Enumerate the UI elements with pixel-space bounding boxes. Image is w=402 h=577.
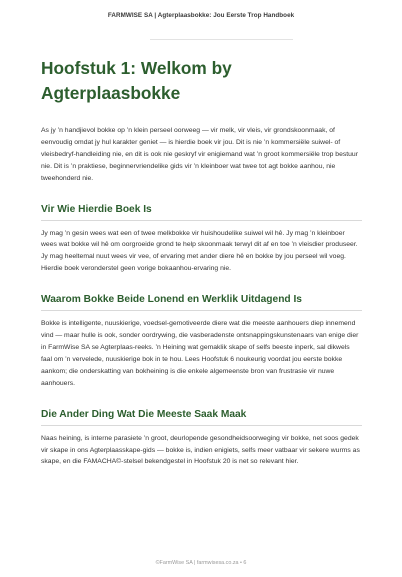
section-heading-other-matter: Die Ander Ding Wat Die Meeste Saak Maak (41, 408, 362, 426)
header-divider (150, 39, 293, 40)
chapter-title (41, 56, 362, 106)
chapter-content (41, 56, 362, 468)
section-paragraph-rewards-challenges: Bokke is intelligente, nuuskierige, voedsel-gemotiveerde diere wat die meeste aanhouers diep innemend vind — maar hulle is ook, sonder oordrywing, die vasberadenste ontsnappingskunstenaars van enige dier in FarmWise SA se Agterplaas-reeks. ’n Heining wat gemaklik skape of selfs beeste inperk, sal dikwels faal om ’n vervelede, nuuskierige bok in te hou. Lees Hoofstuk 6 noukeurig voordat jou eerste bokke aankom; die onderskatting van bokheining is die enkele algemeenste bron van frustrasie vir nuwe aanhouers. (41, 320, 359, 387)
intro-paragraph: As jy ’n handjievol bokke op ’n klein perseel oorweeg — vir melk, vir vleis, vir grondskoonmaak, of eenvoudig omdat jy hul karakter geniet — is hierdie boek vir jou. Dit is nie ’n kommersiële suiwel- of vleisbedryf-handleiding nie, en dit is ook nie geskryf vir enigiemand wat ’n groot kommersiële trop bestuur nie. Dit is ’n praktiese, beginnervriendelike gids vir ’n kleinboer wat twee tot agt bokke aanhou, nie tweehonderd nie. (41, 127, 358, 182)
section-paragraph-audience: Jy mag ’n gesin wees wat een of twee melkbokke vir huishoudelike suiwel wil hê. Jy mag ’n kleinboer wees wat bokke wil hê om oorgroeide grond te help skoonmaak terwyl dit af en toe ’n vleisdier produseer. Jy mag heeltemal nuut wees vir vee, of ervaring met ander diere hê en bokke by jou perseel wil voeg. Hierdie boek veronderstel geen vorige bokaanhou-ervaring nie. (41, 229, 358, 273)
section-paragraph-other-matter: Naas heining, is interne parasiete ’n groot, deurlopende gesondheidsoorweging vir bokke, net soos gedek vir skape in ons Agterplaasskape-gids — bokke is, indien enigiets, selfs meer vatbaar vir sekere wurms as skape, en die FAMACHA©-stelsel bekendgestel in Hoofstuk 20 is net so relevant hier. (41, 434, 360, 466)
chapter-title-line-2: Agterplaasbokke (41, 83, 181, 103)
page-footer: ©FarmWise SA | farmwisesa.co.za • 6 (155, 560, 247, 566)
running-header: FARMWISE SA | Agterplaasbokke: Jou Eerste Trop Handboek (107, 12, 295, 19)
section-heading-audience: Vir Wie Hierdie Boek Is (41, 203, 362, 221)
chapter-title-line-1: Hoofstuk 1: Welkom by (41, 58, 232, 78)
section-heading-rewards-challenges: Waarom Bokke Beide Lonend en Werklik Uitdagend Is (41, 293, 362, 311)
